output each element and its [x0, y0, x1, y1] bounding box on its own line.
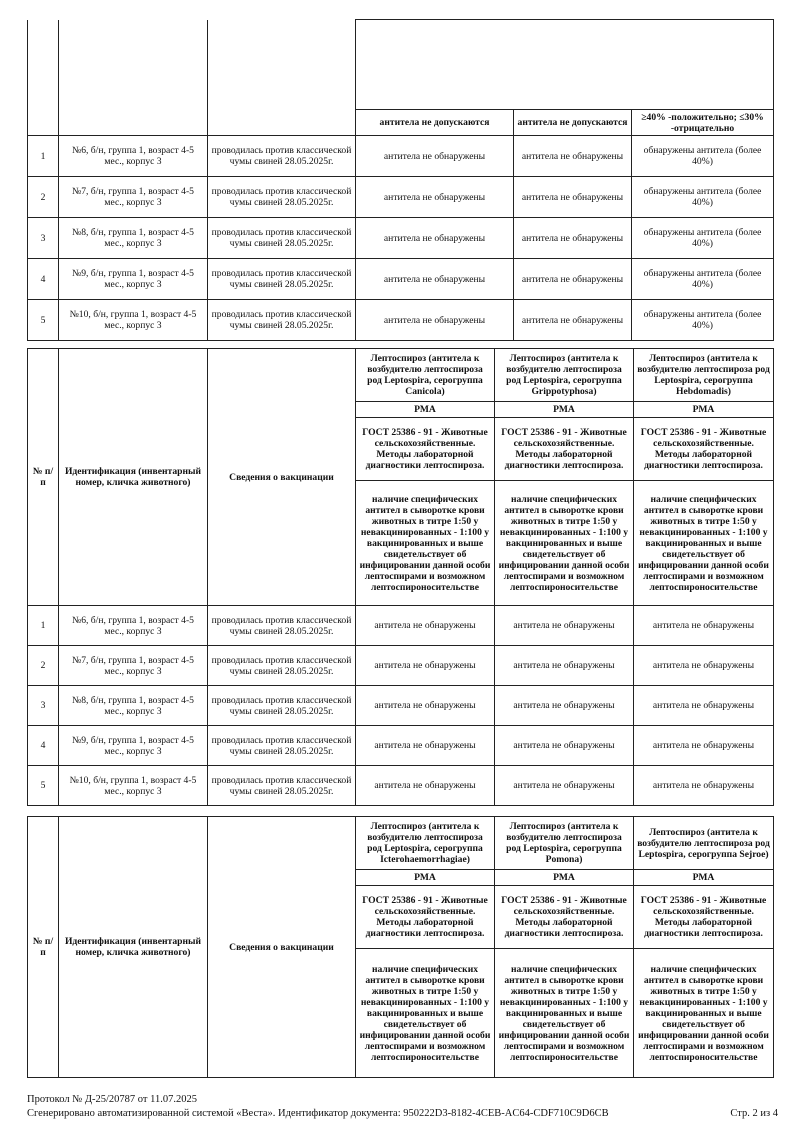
animal-id: №8, б/н, группа 1, возраст 4-5 мес., корпус 3 [59, 686, 208, 726]
table-row [28, 686, 774, 726]
method-cell: РМА [356, 870, 495, 886]
table-row [28, 766, 774, 806]
row-number: 3 [28, 686, 59, 726]
result-cell: антитела не обнаружены [634, 646, 774, 686]
disease-header: Лептоспироз (антитела к возбудителю лептоспироза род Leptospira, серогруппа Icterohaemorrhagiae) [356, 817, 495, 870]
table-row [28, 606, 774, 646]
criterion-cell: наличие специфических антител в сыворотке крови животных в титре 1:50 у невакцинированных - 1:100 у вакцинированных и выше свидетельствует об инфицировании данной особи лептоспирами и возможном лептоспироносительстве [356, 949, 495, 1078]
row-number: 1 [28, 136, 59, 177]
vaccination-info: проводилась против классической чумы свиней 28.05.2025г. [208, 726, 356, 766]
result-cell: антитела не обнаружены [356, 300, 514, 341]
vaccination-info: проводилась против классической чумы свиней 28.05.2025г. [208, 686, 356, 726]
method-cell: РМА [634, 870, 774, 886]
table-row [28, 136, 774, 177]
animal-id: №7, б/н, группа 1, возраст 4-5 мес., корпус 3 [59, 646, 208, 686]
animal-id: №9, б/н, группа 1, возраст 4-5 мес., корпус 3 [59, 726, 208, 766]
animal-id: №9, б/н, группа 1, возраст 4-5 мес., корпус 3 [59, 259, 208, 300]
animal-id: №6, б/н, группа 1, возраст 4-5 мес., корпус 3 [59, 136, 208, 177]
row-number: 2 [28, 646, 59, 686]
vaccination-info: проводилась против классической чумы свиней 28.05.2025г. [208, 177, 356, 218]
table-row [28, 646, 774, 686]
result-cell: антитела не обнаружены [514, 300, 632, 341]
result-cell: антитела не обнаружены [634, 686, 774, 726]
vaccination-info: проводилась против классической чумы свиней 28.05.2025г. [208, 136, 356, 177]
result-cell: обнаружены антитела (более 40%) [632, 259, 774, 300]
gost-cell: ГОСТ 25386 - 91 - Животные сельскохозяйственные. Методы лабораторной диагностики лептоспироза. [356, 886, 495, 949]
leptospirosis-table-1 [27, 348, 774, 806]
animal-id: №10, б/н, группа 1, возраст 4-5 мес., корпус 3 [59, 300, 208, 341]
row-number: 5 [28, 766, 59, 806]
result-cell: антитела не обнаружены [356, 686, 495, 726]
criterion-cell: наличие специфических антител в сыворотке крови животных в титре 1:50 у невакцинированных - 1:100 у вакцинированных и выше свидетельствует об инфицировании данной особи лептоспирами и возможном лептоспироносительстве [495, 481, 634, 606]
header-blank-cell [356, 20, 774, 110]
vaccination-info: проводилась против классической чумы свиней 28.05.2025г. [208, 218, 356, 259]
header-vaccination: Сведения о вакцинации [208, 349, 356, 606]
table-row [28, 300, 774, 341]
gost-cell: ГОСТ 25386 - 91 - Животные сельскохозяйственные. Методы лабораторной диагностики лептоспироза. [495, 418, 634, 481]
result-cell: антитела не обнаружены [634, 606, 774, 646]
criterion-cell: наличие специфических антител в сыворотке крови животных в титре 1:50 у невакцинированных - 1:100 у вакцинированных и выше свидетельствует об инфицировании данной особи лептоспирами и возможном лептоспироносительстве [495, 949, 634, 1078]
result-cell: антитела не обнаружены [356, 259, 514, 300]
result-cell: антитела не обнаружены [356, 726, 495, 766]
result-cell: антитела не обнаружены [356, 177, 514, 218]
results-table-continued [27, 19, 774, 341]
result-cell: антитела не обнаружены [356, 136, 514, 177]
result-cell: обнаружены антитела (более 40%) [632, 136, 774, 177]
result-cell: антитела не обнаружены [356, 646, 495, 686]
gost-cell: ГОСТ 25386 - 91 - Животные сельскохозяйственные. Методы лабораторной диагностики лептоспироза. [634, 418, 774, 481]
result-cell: антитела не обнаружены [356, 606, 495, 646]
disease-header: Лептоспироз (антитела к возбудителю лептоспироза род Leptospira, серогруппа Hebdomadis) [634, 349, 774, 402]
header-ident: Идентификация (инвентарный номер, кличка животного) [59, 349, 208, 606]
criterion-cell: наличие специфических антител в сыворотке крови животных в титре 1:50 у невакцинированных - 1:100 у вакцинированных и выше свидетельствует об инфицировании данной особи лептоспирами и возможном лептоспироносительстве [634, 481, 774, 606]
leptospirosis-table-2 [27, 816, 774, 1078]
result-cell: антитела не обнаружены [514, 136, 632, 177]
result-cell: антитела не обнаружены [495, 646, 634, 686]
table-body [28, 606, 774, 806]
vaccination-info: проводилась против классической чумы свиней 28.05.2025г. [208, 646, 356, 686]
generated-by-line: Сгенерировано автоматизированной системой «Веста». Идентификатор документа: 950222D3-8182-4CEB-AC64-CDF710C9D6CB [27, 1108, 609, 1119]
result-cell: антитела не обнаружены [495, 766, 634, 806]
gost-cell: ГОСТ 25386 - 91 - Животные сельскохозяйственные. Методы лабораторной диагностики лептоспироза. [495, 886, 634, 949]
row-number: 5 [28, 300, 59, 341]
row-number: 3 [28, 218, 59, 259]
result-cell: антитела не обнаружены [356, 766, 495, 806]
row-number: 4 [28, 259, 59, 300]
row-number: 1 [28, 606, 59, 646]
table-body [28, 136, 774, 341]
animal-id: №7, б/н, группа 1, возраст 4-5 мес., корпус 3 [59, 177, 208, 218]
row-number: 4 [28, 726, 59, 766]
gost-cell: ГОСТ 25386 - 91 - Животные сельскохозяйственные. Методы лабораторной диагностики лептоспироза. [356, 418, 495, 481]
header-vaccination: Сведения о вакцинации [208, 817, 356, 1078]
criterion-cell: наличие специфических антител в сыворотке крови животных в титре 1:50 у невакцинированных - 1:100 у вакцинированных и выше свидетельствует об инфицировании данной особи лептоспирами и возможном лептоспироносительстве [634, 949, 774, 1078]
result-cell: обнаружены антитела (более 40%) [632, 300, 774, 341]
table-row [28, 726, 774, 766]
criterion-cell: наличие специфических антител в сыворотке крови животных в титре 1:50 у невакцинированных - 1:100 у вакцинированных и выше свидетельствует об инфицировании данной особи лептоспирами и возможном лептоспироносительстве [356, 481, 495, 606]
table-row [28, 177, 774, 218]
vaccination-info: проводилась против классической чумы свиней 28.05.2025г. [208, 766, 356, 806]
result-cell: антитела не обнаружены [634, 766, 774, 806]
result-cell: антитела не обнаружены [356, 218, 514, 259]
table-row [28, 218, 774, 259]
criterion-cell: антитела не допускаются [356, 110, 514, 136]
result-cell: антитела не обнаружены [495, 686, 634, 726]
animal-id: №10, б/н, группа 1, возраст 4-5 мес., корпус 3 [59, 766, 208, 806]
row-number: 2 [28, 177, 59, 218]
method-cell: РМА [356, 402, 495, 418]
header-vac-cont [208, 20, 356, 136]
vaccination-info: проводилась против классической чумы свиней 28.05.2025г. [208, 259, 356, 300]
disease-header: Лептоспироз (антитела к возбудителю лептоспироза род Leptospira, серогруппа Canicola) [356, 349, 495, 402]
table-row [28, 259, 774, 300]
result-cell: антитела не обнаружены [495, 606, 634, 646]
vaccination-info: проводилась против классической чумы свиней 28.05.2025г. [208, 300, 356, 341]
result-cell: обнаружены антитела (более 40%) [632, 177, 774, 218]
header-num: № п/п [28, 349, 59, 606]
vaccination-info: проводилась против классической чумы свиней 28.05.2025г. [208, 606, 356, 646]
animal-id: №6, б/н, группа 1, возраст 4-5 мес., корпус 3 [59, 606, 208, 646]
result-cell: антитела не обнаружены [634, 726, 774, 766]
disease-header: Лептоспироз (антитела к возбудителю лептоспироза род Leptospira, серогруппа Pomona) [495, 817, 634, 870]
header-num: № п/п [28, 817, 59, 1078]
result-cell: обнаружены антитела (более 40%) [632, 218, 774, 259]
animal-id: №8, б/н, группа 1, возраст 4-5 мес., корпус 3 [59, 218, 208, 259]
protocol-number: Протокол № Д-25/20787 от 11.07.2025 [27, 1094, 197, 1105]
result-cell: антитела не обнаружены [514, 259, 632, 300]
criterion-cell: ≥40% -положительно; ≤30% -отрицательно [632, 110, 774, 136]
header-ident-cont [59, 20, 208, 136]
method-cell: РМА [495, 870, 634, 886]
page-number: Стр. 2 из 4 [730, 1108, 778, 1119]
result-cell: антитела не обнаружены [514, 218, 632, 259]
criterion-cell: антитела не допускаются [514, 110, 632, 136]
method-cell: РМА [634, 402, 774, 418]
result-cell: антитела не обнаружены [495, 726, 634, 766]
disease-header: Лептоспироз (антитела к возбудителю лептоспироза род Leptospira, серогруппа Grippotyphosa) [495, 349, 634, 402]
disease-header: Лептоспироз (антитела к возбудителю лептоспироза род Leptospira, серогруппа Sejroe) [634, 817, 774, 870]
header-num-cont [28, 20, 59, 136]
header-ident: Идентификация (инвентарный номер, кличка животного) [59, 817, 208, 1078]
result-cell: антитела не обнаружены [514, 177, 632, 218]
method-cell: РМА [495, 402, 634, 418]
gost-cell: ГОСТ 25386 - 91 - Животные сельскохозяйственные. Методы лабораторной диагностики лептоспироза. [634, 886, 774, 949]
